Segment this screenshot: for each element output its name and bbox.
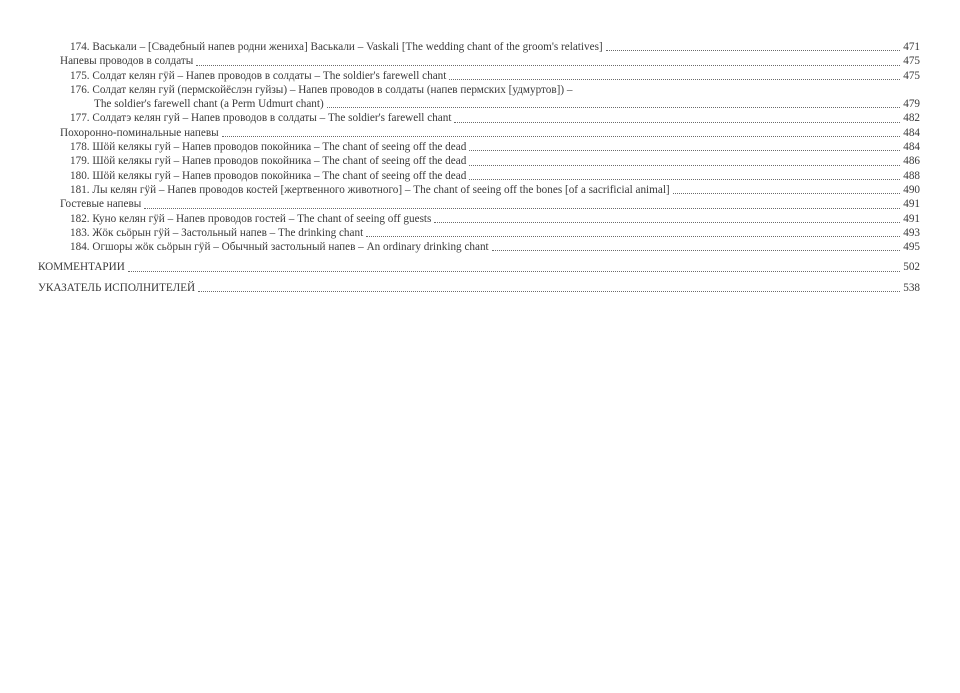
toc-entry[interactable]: [38, 169, 920, 183]
toc-entry[interactable]: [38, 240, 920, 254]
toc-entry-title: 183. Жӧк сьӧрын гӱй – Застольный напев – The drinking chant: [70, 226, 364, 239]
toc-page-number: 491: [903, 212, 920, 225]
toc-page-number: 479: [903, 98, 920, 111]
toc-entry[interactable]: [38, 69, 920, 83]
toc-entry-title: 174. Васькали – [Свадебный напев родни жениха] Васькали – Vaskali [The wedding chant of the groom's relatives]: [70, 41, 603, 53]
toc-entry-title: 181. Лы келян гӱй – Напев проводов костей [жертвенного животного] – The chant of seeing off the bones [of a sacrificial animal]: [70, 183, 670, 196]
toc-page-number: 475: [903, 69, 920, 82]
dot-leader: [196, 56, 900, 66]
toc-page-number: 491: [903, 198, 920, 211]
dot-leader: [454, 113, 900, 123]
toc-entry[interactable]: [38, 154, 920, 168]
dot-leader: [198, 282, 900, 292]
dot-leader: [366, 227, 900, 237]
toc-section-title: Напевы проводов в солдаты: [60, 55, 194, 68]
toc-entry[interactable]: [38, 83, 920, 97]
toc-page-number: 490: [903, 183, 920, 196]
dot-leader: [327, 98, 900, 108]
dot-leader: [128, 262, 900, 272]
toc-entry[interactable]: [38, 212, 920, 226]
dot-leader: [449, 70, 900, 80]
toc-page-number: 482: [903, 112, 920, 125]
toc-entry-title: 182. Куно келян гӱй – Напев проводов гостей – The chant of seeing off guests: [70, 212, 432, 225]
toc-entry-title: 175. Солдат келян гӱй – Напев проводов в солдаты – The soldier's farewell chant: [70, 69, 447, 82]
toc-page-number: 502: [903, 261, 920, 274]
dot-leader: [222, 127, 900, 137]
toc-entry-title: 184. Огшоры жӧк сьӧрын гӱй – Обычный застольный напев – An ordinary drinking chant: [70, 241, 489, 254]
toc-entry[interactable]: [38, 140, 920, 154]
toc-entry[interactable]: [38, 40, 920, 54]
dot-leader: [469, 170, 900, 180]
dot-leader: [434, 213, 900, 223]
toc-page-number: 488: [903, 169, 920, 182]
dot-leader: [469, 156, 900, 166]
dot-leader: [469, 141, 900, 151]
dot-leader: [606, 41, 900, 51]
toc-entry-title: 180. Шӧй келякы гуй – Напев проводов покойника – The chant of seeing off the dead: [70, 169, 467, 182]
toc-page-number: 493: [903, 226, 920, 239]
toc-entry-continuation[interactable]: [38, 97, 920, 111]
dot-leader: [492, 241, 900, 251]
toc-section-title: Гостевые напевы: [60, 198, 142, 211]
toc-section[interactable]: [38, 197, 920, 211]
toc-entry-title: 179. Шӧй келякы гуй – Напев проводов покойника – The chant of seeing off the dead: [70, 155, 467, 168]
toc-page-number: 475: [903, 55, 920, 68]
toc-section-title: Похоронно-поминальные напевы: [60, 126, 219, 139]
toc-entry-title: 177. Солдатэ келян гуй – Напев проводов в солдаты – The soldier's farewell chant: [70, 112, 452, 125]
toc-entry-title: 176. Солдат келян гуй (пермскойёслэн гуйзы) – Напев проводов в солдаты (напев пермских [удмуртов]) –: [70, 83, 573, 96]
toc-chapter[interactable]: [38, 260, 920, 274]
dot-leader: [144, 199, 900, 209]
toc-page-number: 486: [903, 155, 920, 168]
toc-page-number: 484: [903, 126, 920, 139]
toc-entry-title-continued: The soldier's farewell chant (a Perm Udmurt chant): [94, 98, 324, 111]
toc-page-number: 538: [903, 281, 920, 294]
dot-leader: [673, 184, 900, 194]
toc-section[interactable]: [38, 126, 920, 140]
toc-entry-title: 178. Шӧй келякы гуй – Напев проводов покойника – The chant of seeing off the dead: [70, 141, 467, 154]
toc-chapter-title: КОММЕНТАРИИ: [38, 261, 125, 274]
toc-entry[interactable]: [38, 226, 920, 240]
toc-chapter-title: УКАЗАТЕЛЬ ИСПОЛНИТЕЛЕЙ: [38, 281, 196, 294]
toc-chapter[interactable]: [38, 281, 920, 295]
toc-page-number: 495: [903, 241, 920, 254]
toc-entry[interactable]: [38, 111, 920, 125]
toc-page-number: 471: [903, 41, 920, 53]
toc-page-number: 484: [903, 141, 920, 154]
toc-section[interactable]: [38, 54, 920, 68]
toc-entry[interactable]: [38, 183, 920, 197]
table-of-contents: [38, 40, 920, 295]
